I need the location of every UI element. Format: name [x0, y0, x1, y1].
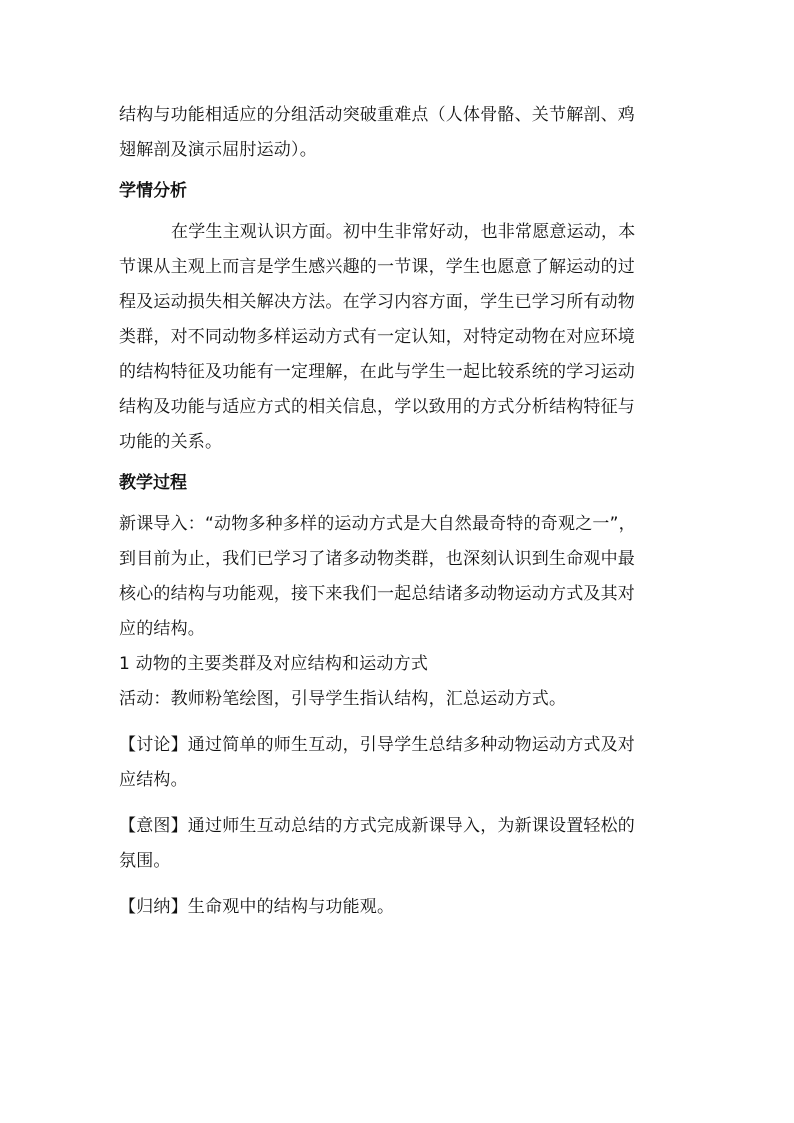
paragraph-line: 程及运动损失相关解决方法。在学习内容方面，学生已学习所有动物 [119, 292, 635, 312]
paragraph-line: 类群，对不同动物多样运动方式有一定认知，对特定动物在对应环境 [119, 327, 635, 347]
paragraph-line: 的结构特征及功能有一定理解，在此与学生一起比较系统的学习运动 [119, 362, 635, 382]
activity-line: 活动：教师粉笔绘图，引导学生指认结构，汇总运动方式。 [119, 689, 567, 709]
intro-line: 翅解剖及演示屈肘运动）。 [119, 140, 317, 160]
paragraph-line: 结构及功能与适应方式的相关信息，学以致用的方式分析结构特征与 [119, 397, 635, 417]
paragraph-line: 到目前为止，我们已学习了诸多动物类群，也深刻认识到生命观中最 [119, 549, 635, 569]
paragraph-line: 新课导入：“动物多种多样的运动方式是大自然最奇特的奇观之一”， [119, 514, 636, 534]
paragraph-line: 功能的关系。 [119, 432, 223, 452]
discussion-line: 【讨论】通过简单的师生互动，引导学生总结多种动物运动方式及对 [119, 735, 635, 755]
paragraph-line: 节课从主观上而言是学生感兴趣的一节课，学生也愿意了解运动的过 [119, 257, 635, 277]
section-heading-jiaoxue: 教学过程 [119, 473, 187, 493]
intent-line: 【意图】通过师生互动总结的方式完成新课导入，为新课设置轻松的 [119, 816, 635, 836]
intro-line: 结构与功能相适应的分组活动突破重难点（人体骨骼、关节解剖、鸡 [119, 105, 635, 125]
document-body [119, 98, 679, 925]
section-heading-xueqing: 学情分析 [119, 181, 187, 201]
summary-line: 【归纳】生命观中的结构与功能观。 [119, 897, 395, 917]
discussion-line: 应结构。 [119, 770, 188, 790]
paragraph-line: 应的结构。 [119, 619, 205, 639]
intent-line: 氛围。 [119, 851, 171, 871]
paragraph-line: 在学生主观认识方面。初中生非常好动，也非常愿意运动，本 [171, 222, 636, 242]
paragraph-line: 核心的结构与功能观，接下来我们一起总结诸多动物运动方式及其对 [119, 584, 635, 604]
item-title: 1 动物的主要类群及对应结构和运动方式 [119, 654, 429, 674]
